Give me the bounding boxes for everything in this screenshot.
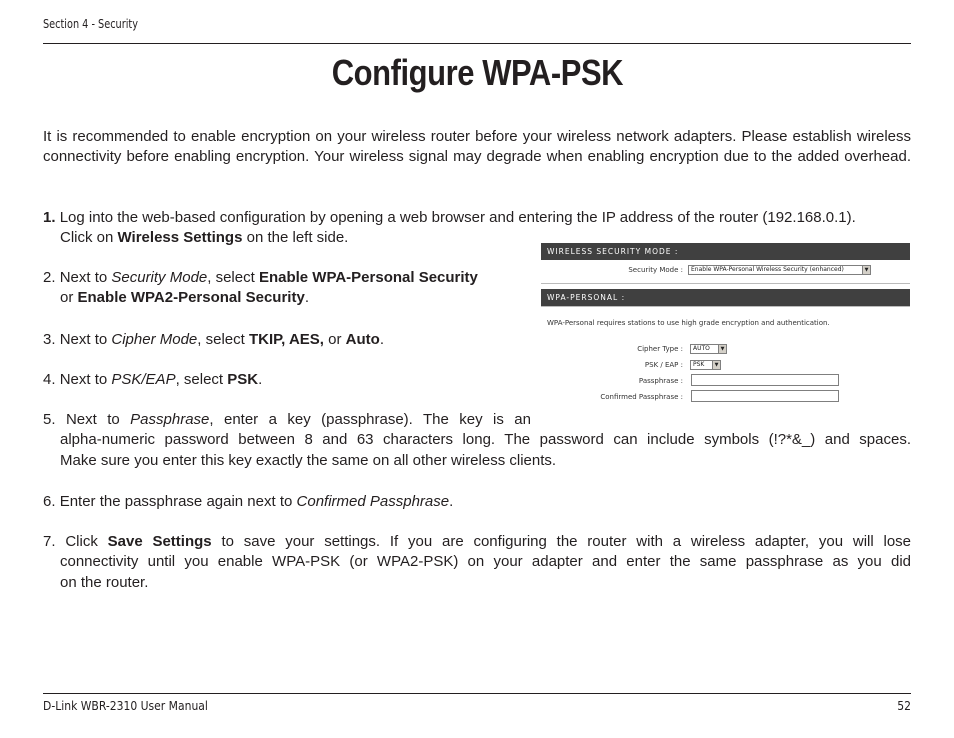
- security-mode-select[interactable]: Enable WPA-Personal Wireless Security (enhanced) ▼: [688, 265, 871, 275]
- footer-manual-title: D-Link WBR-2310 User Manual: [43, 699, 208, 713]
- step-1: 1. Log into the web-based configuration by opening a web browser and entering the IP address of the router (192.168.0.1). Click on Wireless Settings on the left side.: [43, 209, 856, 247]
- confirmed-passphrase-input[interactable]: [691, 390, 839, 402]
- page-title: Configure WPA-PSK: [331, 52, 623, 93]
- chevron-down-icon: ▼: [718, 345, 726, 353]
- psk-eap-label: PSK / EAP :: [644, 361, 683, 369]
- divider: [541, 283, 910, 284]
- step-7: 7. Click Save Settings to save your settings. If you are configuring the router with a wireless adapter, you will lose connectivity until you enable WPA-PSK (or WPA2-PSK) on your adapter and enter the same passphrase as you did on the router.: [43, 533, 912, 591]
- header-rule: [43, 43, 911, 44]
- cipher-type-label: Cipher Type :: [637, 345, 683, 353]
- step-5: 5. Next to Passphrase, enter a key (passphrase). The key is an alpha-numeric password between 8 and 63 characters long. The password can include symbols (!?*&_) and spaces. Make sure you enter this key exactly the same on all other wireless clients.: [43, 411, 911, 469]
- step-3: 3. Next to Cipher Mode, select TKIP, AES, or Auto.: [43, 331, 384, 348]
- wpa-description: WPA-Personal requires stations to use high grade encryption and authentication.: [547, 319, 830, 327]
- cipher-type-select[interactable]: AUTO ▼: [690, 344, 727, 354]
- wpa-personal-header: WPA-PERSONAL :: [541, 289, 910, 306]
- passphrase-input[interactable]: [691, 374, 839, 386]
- router-settings-screenshot: [541, 241, 910, 413]
- step-4: 4. Next to PSK/EAP, select PSK.: [43, 371, 263, 388]
- divider: [541, 306, 910, 307]
- security-mode-label: Security Mode :: [628, 266, 683, 274]
- step-6: 6. Enter the passphrase again next to Confirmed Passphrase.: [43, 493, 454, 510]
- intro-paragraph: It is recommended to enable encryption on your wireless router before your wireless network adapters. Please establish wireless connectivity before enabling encryption. Your wireless signal may degrade when enabling encryption due to the added overhead.: [43, 128, 911, 166]
- wireless-security-mode-header: WIRELESS SECURITY MODE :: [541, 243, 910, 260]
- footer-rule: [43, 693, 911, 694]
- section-header: Section 4 - Security: [43, 17, 138, 31]
- step-2: 2. Next to Security Mode, select Enable WPA-Personal Security or Enable WPA2-Personal Security.: [43, 269, 478, 307]
- chevron-down-icon: ▼: [712, 361, 720, 369]
- passphrase-label: Passphrase :: [638, 377, 683, 385]
- page-number: 52: [897, 699, 911, 713]
- psk-eap-select[interactable]: PSK ▼: [690, 360, 721, 370]
- confirmed-passphrase-label: Confirmed Passphrase :: [600, 393, 683, 401]
- chevron-down-icon: ▼: [862, 266, 870, 274]
